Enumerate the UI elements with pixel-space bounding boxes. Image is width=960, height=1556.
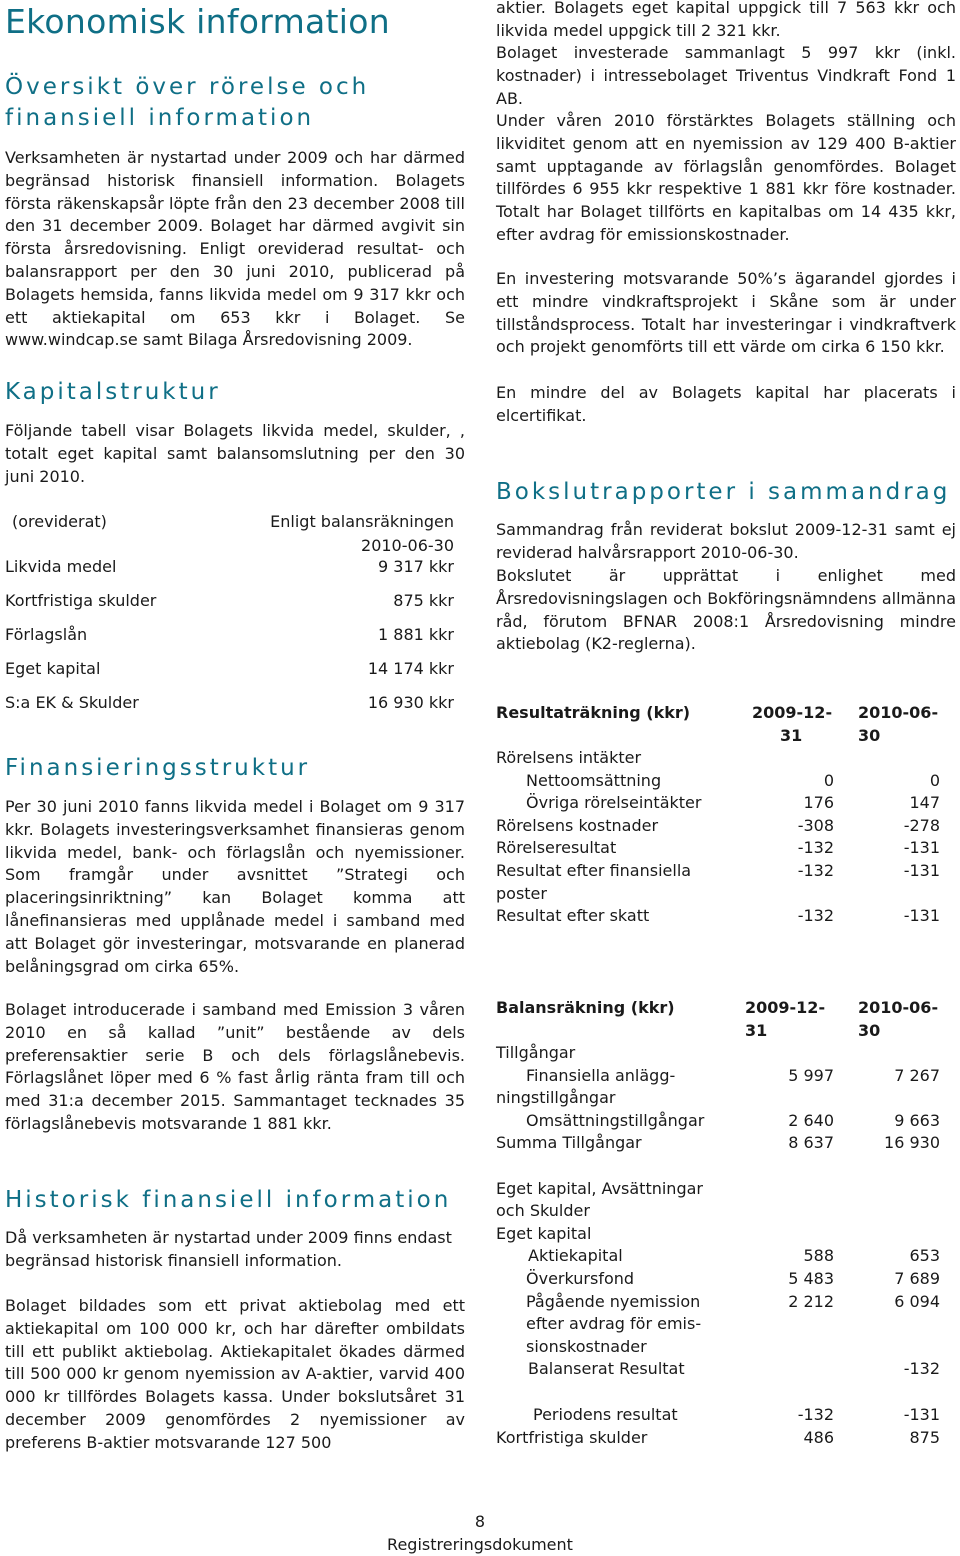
balance-title: Balansräkning (kkr) xyxy=(496,998,675,1017)
balance-row-label: Summa Tillgångar xyxy=(496,1133,642,1152)
report-heading: Bokslutrapporter i sammandrag xyxy=(496,479,951,505)
balance-row-label: Omsättningstillgångar xyxy=(526,1111,705,1130)
income-row-value: -132 xyxy=(797,838,834,857)
balance-row-label: efter avdrag för emis- xyxy=(526,1314,702,1333)
income-row-label: Nettoomsättning xyxy=(526,771,662,790)
right-paragraph-1b: Bolaget investerade sammanlagt 5 997 kkr (inkl. kostnader) i intressebolaget Triventus Vindkraft Fond 1 AB. xyxy=(496,43,956,108)
balance-col1-header: 31 xyxy=(745,1021,768,1040)
income-row-value: -131 xyxy=(903,906,940,925)
income-row-label: Resultat efter skatt xyxy=(496,906,650,925)
income-row-label: Rörelsens kostnader xyxy=(496,816,659,835)
capital-heading: Kapitalstruktur xyxy=(5,379,221,405)
balance-row-value: 9 663 xyxy=(894,1111,940,1130)
balance-row-label: Aktiekapital xyxy=(528,1246,623,1265)
balance-col1-header: 2009-12- xyxy=(745,998,826,1017)
balance-subgroup-label: Eget kapital xyxy=(496,1224,592,1243)
balance-col2-header: 30 xyxy=(858,1021,881,1040)
balance-row-label: Pågående nyemission xyxy=(526,1292,701,1311)
balance-row-value: 5 997 xyxy=(788,1066,834,1085)
balance-row-label: Balanserat Resultat xyxy=(528,1359,685,1378)
page-title: Ekonomisk information xyxy=(5,2,390,41)
capital-row-value: 14 174 kkr xyxy=(367,659,454,678)
balance-row-value: -132 xyxy=(903,1359,940,1378)
capital-row-label: Kortfristiga skulder xyxy=(5,591,157,610)
income-title: Resultaträkning (kkr) xyxy=(496,703,691,722)
balance-row-value: -131 xyxy=(903,1405,940,1424)
income-col1-header: 2009-12- xyxy=(752,703,833,722)
balance-row-label: Överkursfond xyxy=(526,1269,635,1288)
capital-row-label: Likvida medel xyxy=(5,557,117,576)
income-row-value: -132 xyxy=(797,861,834,880)
income-row-value: -132 xyxy=(797,906,834,925)
balance-row-value: 486 xyxy=(803,1428,834,1447)
document-name: Registreringsdokument xyxy=(387,1535,573,1554)
income-row-value: 0 xyxy=(929,771,940,790)
income-row-value: -131 xyxy=(903,861,940,880)
balance-row-value: 653 xyxy=(909,1246,940,1265)
capital-row-value: 9 317 kkr xyxy=(378,557,454,576)
capital-table-head-right-2: 2010-06-30 xyxy=(361,536,454,555)
balance-row-value: 7 689 xyxy=(894,1269,940,1288)
balance-row-value: 7 267 xyxy=(894,1066,940,1085)
history-paragraph-1: Då verksamheten är nystartad under 2009 finns endast begränsad historisk finansiell information. xyxy=(5,1228,452,1270)
history-heading: Historisk finansiell information xyxy=(5,1187,452,1213)
balance-row-label: Kortfristiga skulder xyxy=(496,1428,648,1447)
balance-row-value: 875 xyxy=(909,1428,940,1447)
overview-paragraph: Verksamheten är nystartad under 2009 och har därmed begränsad historisk finansiell information. Bolagets första räkenskapsår löpte från den 23 december 2008 till den 31 december 2009. Bolaget har därmed avgivit sin första årsredovisning. Enligt oreviderad resultat- och balansrapport per den 30 juni 2010, publicerad på Bolagets hemsida, fanns likvida medel om 9 317 kkr och ett aktiekapital om 653 kkr i Bolaget. Se www.windcap.se samt Bilaga Årsredovisning 2009. xyxy=(5,148,465,350)
financing-paragraph-2: Bolaget introducerade i samband med Emission 3 våren 2010 en så kallad ”unit” bestående av dels preferensaktier serie B och dels förlagslånebevis. Förlagslånet löper med 6 % fast årlig ränta fram till och med 31:a december 2015. Sammantaget tecknades 35 förlagslånebevis motsvarande 1 881 kkr. xyxy=(5,1000,465,1133)
balance-row-value: 588 xyxy=(803,1246,834,1265)
income-row-value: 176 xyxy=(803,793,834,812)
income-row-value: 0 xyxy=(823,771,834,790)
capital-table-head-right-1: Enligt balansräkningen xyxy=(270,512,454,531)
balance-row-value: 5 483 xyxy=(788,1269,834,1288)
balance-row-value: 2 640 xyxy=(788,1111,834,1130)
balance-row-value: 8 637 xyxy=(788,1133,834,1152)
balance-group-label: Tillgångar xyxy=(496,1043,576,1062)
balance-row-label: Finansiella anlägg- xyxy=(526,1066,676,1085)
financing-paragraph-1: Per 30 juni 2010 fanns likvida medel i Bolaget om 9 317 kkr. Bolagets investeringsverksamhet finansieras genom likvida medel, bank- och förlagslån och nyemissioner. Som framgår under avsnittet ”Strategi och placeringsinriktning” kan Bolaget komma att lånefinansieras med upplånade medel i samband med att Bolaget gör investeringar, motsvarande en planerad belåningsgrad om cirka 65%. xyxy=(5,797,465,976)
capital-row-value: 16 930 kkr xyxy=(367,693,454,712)
income-group-label: Rörelsens intäkter xyxy=(496,748,642,767)
income-row-label: poster xyxy=(496,884,547,903)
capital-table-head-left: (oreviderat) xyxy=(12,512,107,531)
income-col2-header: 30 xyxy=(858,726,881,745)
balance-row-value: 6 094 xyxy=(894,1292,940,1311)
capital-row-value: 1 881 kkr xyxy=(378,625,454,644)
balance-row-label: sionskostnader xyxy=(526,1337,647,1356)
income-row-label: Resultat efter finansiella xyxy=(496,861,692,880)
capital-row-label: Förlagslån xyxy=(5,625,88,644)
page-number: 8 xyxy=(474,1512,486,1531)
capital-row-label: Eget kapital xyxy=(5,659,101,678)
right-paragraph-3: En investering motsvarande 50%’s ägarandel gjordes i ett mindre vindkraftsprojekt i Skåne som är under tillståndsprocess. Totalt har investeringar i vindkraftverk och projekt genomförts till ett värde om cirka 6 150 kkr. xyxy=(496,269,956,357)
income-row-value: 147 xyxy=(909,793,940,812)
balance-col2-header: 2010-06- xyxy=(858,998,939,1017)
income-row-value: -278 xyxy=(903,816,940,835)
balance-group-label: Eget kapital, Avsättningar xyxy=(496,1179,703,1198)
balance-row-label: Periodens resultat xyxy=(533,1405,678,1424)
income-row-label: Övriga rörelseintäkter xyxy=(526,793,702,812)
income-row-value: -308 xyxy=(797,816,834,835)
history-paragraph-2: Bolaget bildades som ett privat aktiebolag med ett aktiekapital om 100 000 kr, och har därefter ombildats till ett publikt aktiebolag. Aktiekapitalet ökades därmed till 500 000 kr genom nyemission av A-aktier, varvid 400 000 kr tillfördes Bolagets kassa. Under bokslutsåret 31 december 2009 genomfördes 2 nyemissioner av preferens B-aktier motsvarande 127 500 xyxy=(5,1296,465,1452)
balance-group-label: och Skulder xyxy=(496,1201,590,1220)
report-paragraph-1: Sammandrag från reviderat bokslut 2009-12-31 samt ej reviderad halvårsrapport 2010-06-30. xyxy=(496,520,956,562)
balance-row-value: 16 930 xyxy=(884,1133,940,1152)
report-paragraph-2: Bokslutet är upprättat i enlighet med Årsredovisningslagen och Bokföringsnämndens allmänna råd, förutom BFNAR 2008:1 Årsredovisning mindre aktiebolag (K2-reglerna). xyxy=(496,566,956,654)
balance-row-value: 2 212 xyxy=(788,1292,834,1311)
income-row-value: -131 xyxy=(903,838,940,857)
right-paragraph-2: Under våren 2010 förstärktes Bolagets ställning och likviditet genom att en nyemission av 129 400 B-aktier samt upptagande av förlagslån genomfördes. Bolaget tillfördes 6 955 kkr respektive 1 881 kkr före kostnader. Totalt har Bolaget tillförts en kapitalbas om 14 435 kkr, efter avdrag för emissionskostnader. xyxy=(496,111,956,244)
right-paragraph-3b: En mindre del av Bolagets kapital har placerats i elcertifikat. xyxy=(496,383,956,425)
balance-row-value: -132 xyxy=(797,1405,834,1424)
income-row-label: Rörelseresultat xyxy=(496,838,617,857)
capital-paragraph: Följande tabell visar Bolagets likvida medel, skulder, , totalt eget kapital samt balansomslutning per den 30 juni 2010. xyxy=(5,421,465,486)
capital-row-value: 875 kkr xyxy=(393,591,454,610)
income-col1-header: 31 xyxy=(780,726,803,745)
overview-heading: Översikt över rörelse och finansiell information xyxy=(5,74,370,131)
financing-heading: Finansieringsstruktur xyxy=(5,755,311,781)
right-paragraph-1: aktier. Bolagets eget kapital uppgick till 7 563 kkr och likvida medel uppgick till 2 321 kkr. xyxy=(496,0,956,40)
capital-row-label: S:a EK & Skulder xyxy=(5,693,139,712)
income-col2-header: 2010-06- xyxy=(858,703,939,722)
balance-row-label: ningstillgångar xyxy=(496,1088,616,1107)
